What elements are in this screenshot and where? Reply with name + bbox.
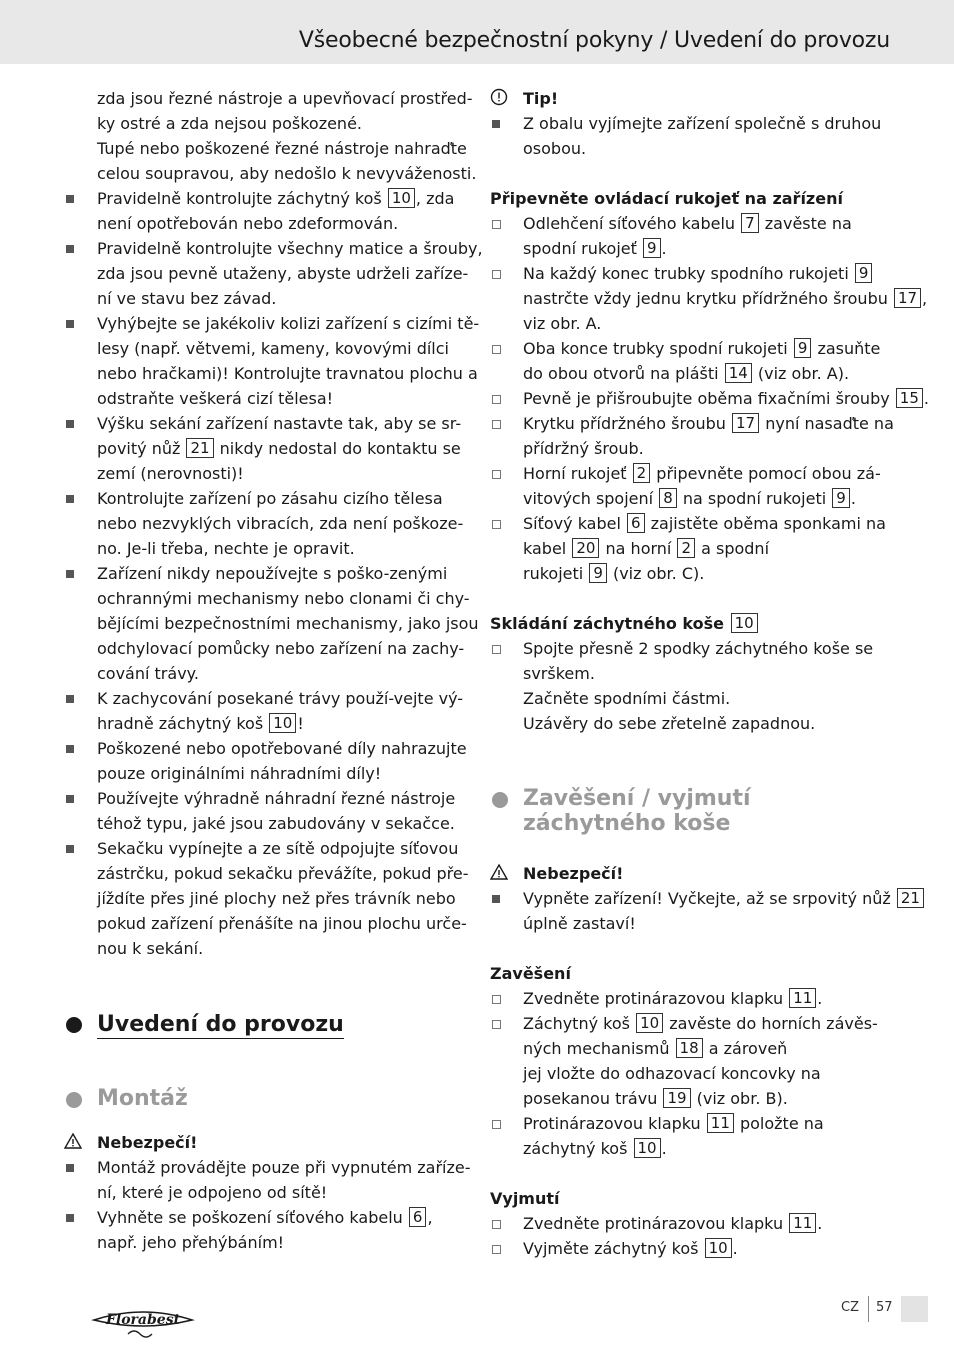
list-item: Vyjměte záchytný koš 10 .: [490, 1236, 890, 1261]
bullet-icon: [66, 245, 74, 253]
checkbox-bullet-icon: [492, 645, 501, 654]
bullet-icon: [66, 495, 74, 503]
language-code: CZ: [841, 1300, 859, 1315]
footer-divider: [868, 1296, 869, 1322]
checkbox-bullet-icon: [492, 1020, 501, 1029]
subsection-heading: Zavěšení / vyjmutí záchytného koše: [490, 786, 890, 836]
left-column: [64, 86, 483, 1255]
right-column: [490, 86, 929, 1261]
warning-icon: [64, 1132, 82, 1150]
bullet-icon: [66, 845, 74, 853]
checkbox-bullet-icon: [492, 420, 501, 429]
checkbox-bullet-icon: [492, 270, 501, 279]
list-item: Spojte přesně 2 spodky záchytného koše se svrškem. Začněte spodními částmi. Uzávěry do sebe zřetelně zapadnou.: [490, 636, 890, 736]
checkbox-bullet-icon: [492, 220, 501, 229]
list-item: Kontrolujte zařízení po zásahu cizího tělesa nebo nezvyklých vibracích, zda není poškoze- no. Je-li třeba, nechte je opravit.: [64, 486, 464, 561]
bullet-icon: [66, 745, 74, 753]
list-item: Oba konce trubky spodní rukojeti 9 zasuňte do obou otvorů na plášti 14 (viz obr. A).: [490, 336, 890, 386]
list-item: Protinárazovou klapku 11 položte na záchytný koš 10 .: [490, 1111, 890, 1161]
list-item: Zařízení nikdy nepoužívejte s poško-zenými ochrannými mechanismy nebo clonami či chy- bějícími bezpečnostními mechanismy, jako jsou odchylovací pomůcky nebo zařízení na zachy- cování trávy.: [64, 561, 464, 686]
section-heading: Uvedení do provozu: [64, 1011, 344, 1039]
checkbox-bullet-icon: [492, 520, 501, 529]
list-item: Zvedněte protinárazovou klapku 11 .: [490, 1211, 890, 1236]
tip-label: Tip!: [490, 86, 890, 111]
list-item: Na každý konec trubky spodního rukojeti 9 nastrčte vždy jednu krytku přídržného šroubu 17 , viz obr. A.: [490, 261, 890, 336]
bullet-icon: [492, 895, 500, 903]
section-subtitle: Zavěšení: [490, 964, 571, 983]
svg-text:Florabest: Florabest: [105, 1312, 181, 1328]
checkbox-bullet-icon: [492, 1245, 501, 1254]
list-item: Záchytný koš 10 zavěste do horních závěs- ných mechanismů 18 a zároveň jej vložte do odhazovací koncovky na posekanou trávu 19 (viz obr. B).: [490, 1011, 890, 1111]
list-item: Používejte výhradně náhradní řezné nástroje téhož typu, jaké jsou zabudovány v sekačce.: [64, 786, 464, 836]
part-number: 6: [409, 1207, 427, 1227]
warning-label: Nebezpečí!: [490, 861, 890, 886]
list-item: Vyhýbejte se jakékoliv kolizi zařízení s cizími tě- lesy (např. větvemi, kameny, kovovými dílci nebo hračkami)! Kontrolujte travnatou plochu a odstraňte veškerá cizí tělesa!: [64, 311, 464, 411]
list-item: Zvedněte protinárazovou klapku 11 .: [490, 986, 890, 1011]
tip-icon: [490, 88, 508, 106]
list-item: Síťový kabel 6 zajistěte oběma sponkami na kabel 20 na horní 2 a spodní rukojeti 9 (viz obr. C).: [490, 511, 890, 586]
list-item: Sekačku vypínejte a ze sítě odpojujte síťovou zástrčku, pokud sekačku převážíte, pokud pře- jíždíte přes jiné plochy než přes trávník nebo pokud zařízení přenášíte na jinou plochu urče- nou k sekání.: [64, 836, 464, 961]
bullet-icon: [66, 1164, 74, 1172]
list-item: Pravidelně kontrolujte záchytný koš 10 , zda není opotřebován nebo zdeformován.: [64, 186, 464, 236]
bullet-icon: [66, 195, 74, 203]
florabest-logo: [88, 1302, 198, 1342]
checkbox-bullet-icon: [492, 395, 501, 404]
checkbox-bullet-icon: [492, 345, 501, 354]
dot-icon: [66, 1092, 82, 1108]
subsection-heading: Montáž: [64, 1086, 464, 1111]
list-item: Pevně je přišroubujte oběma fixačními šrouby 15 .: [490, 386, 890, 411]
dot-icon: [66, 1017, 82, 1033]
checkbox-bullet-icon: [492, 995, 501, 1004]
section-subtitle: Připevněte ovládací rukojeť na zařízení: [490, 189, 843, 208]
part-number: 10: [388, 188, 415, 208]
bullet-icon: [66, 320, 74, 328]
list-item: Montáž provádějte pouze při vypnutém zaříze- ní, které je odpojeno od sítě!: [64, 1155, 464, 1205]
bullet-icon: [66, 695, 74, 703]
bullet-icon: [66, 795, 74, 803]
page-number: 57: [876, 1300, 893, 1315]
page-tab: [901, 1296, 928, 1322]
section-subtitle: Vyjmutí: [490, 1189, 560, 1208]
list-item: Výšku sekání zařízení nastavte tak, aby se sr- povitý nůž 21 nikdy nedostal do kontaktu se zemí (nerovnosti)!: [64, 411, 464, 486]
part-number: 21: [186, 438, 213, 458]
checkbox-bullet-icon: [492, 1220, 501, 1229]
list-item: Z obalu vyjímejte zařízení společně s druhou osobou.: [490, 111, 890, 161]
bullet-icon: [66, 1214, 74, 1222]
checkbox-bullet-icon: [492, 470, 501, 479]
list-item: Odlehčení síťového kabelu 7 zavěste na spodní rukojeť 9 .: [490, 211, 890, 261]
warning-icon: [490, 863, 508, 881]
part-number: 10: [269, 713, 296, 733]
bullet-icon: [66, 570, 74, 578]
section-subtitle: Skládání záchytného koše 10: [490, 611, 890, 636]
checkbox-bullet-icon: [492, 1120, 501, 1129]
list-item: Horní rukojeť 2 připevněte pomocí obou zá- vitových spojení 8 na spodní rukojeti 9 .: [490, 461, 890, 511]
warning-label: Nebezpečí!: [64, 1130, 464, 1155]
dot-icon: [492, 792, 508, 808]
bullet-icon: [66, 420, 74, 428]
list-item: Vypněte zařízení! Vyčkejte, až se srpovitý nůž 21 úplně zastaví!: [490, 886, 890, 936]
list-item: Vyhněte se poškození síťového kabelu 6 , např. jeho přehýbáním!: [64, 1205, 464, 1255]
list-item: Krytku přídržného šroubu 17 nyní nasaďte na přídržný šroub.: [490, 411, 890, 461]
intro-paragraph: zda jsou řezné nástroje a upevňovací prostřed- ky ostré a zda nejsou poškozené. Tupé nebo poškozené řezné nástroje nahraďte celou soupravou, aby nedošlo k nevyváženosti.: [97, 89, 477, 183]
list-item: Poškozené nebo opotřebované díly nahrazujte pouze originálními náhradními díly!: [64, 736, 464, 786]
list-item: K zachycování posekané trávy použí-vejte vý- hradně záchytný koš 10 !: [64, 686, 464, 736]
list-item: Pravidelně kontrolujte všechny matice a šrouby, zda jsou pevně utaženy, abyste udrželi zaříze- ní ve stavu bez závad.: [64, 236, 464, 311]
bullet-icon: [492, 120, 500, 128]
page-title: Všeobecné bezpečnostní pokyny / Uvedení do provozu: [298, 28, 890, 53]
